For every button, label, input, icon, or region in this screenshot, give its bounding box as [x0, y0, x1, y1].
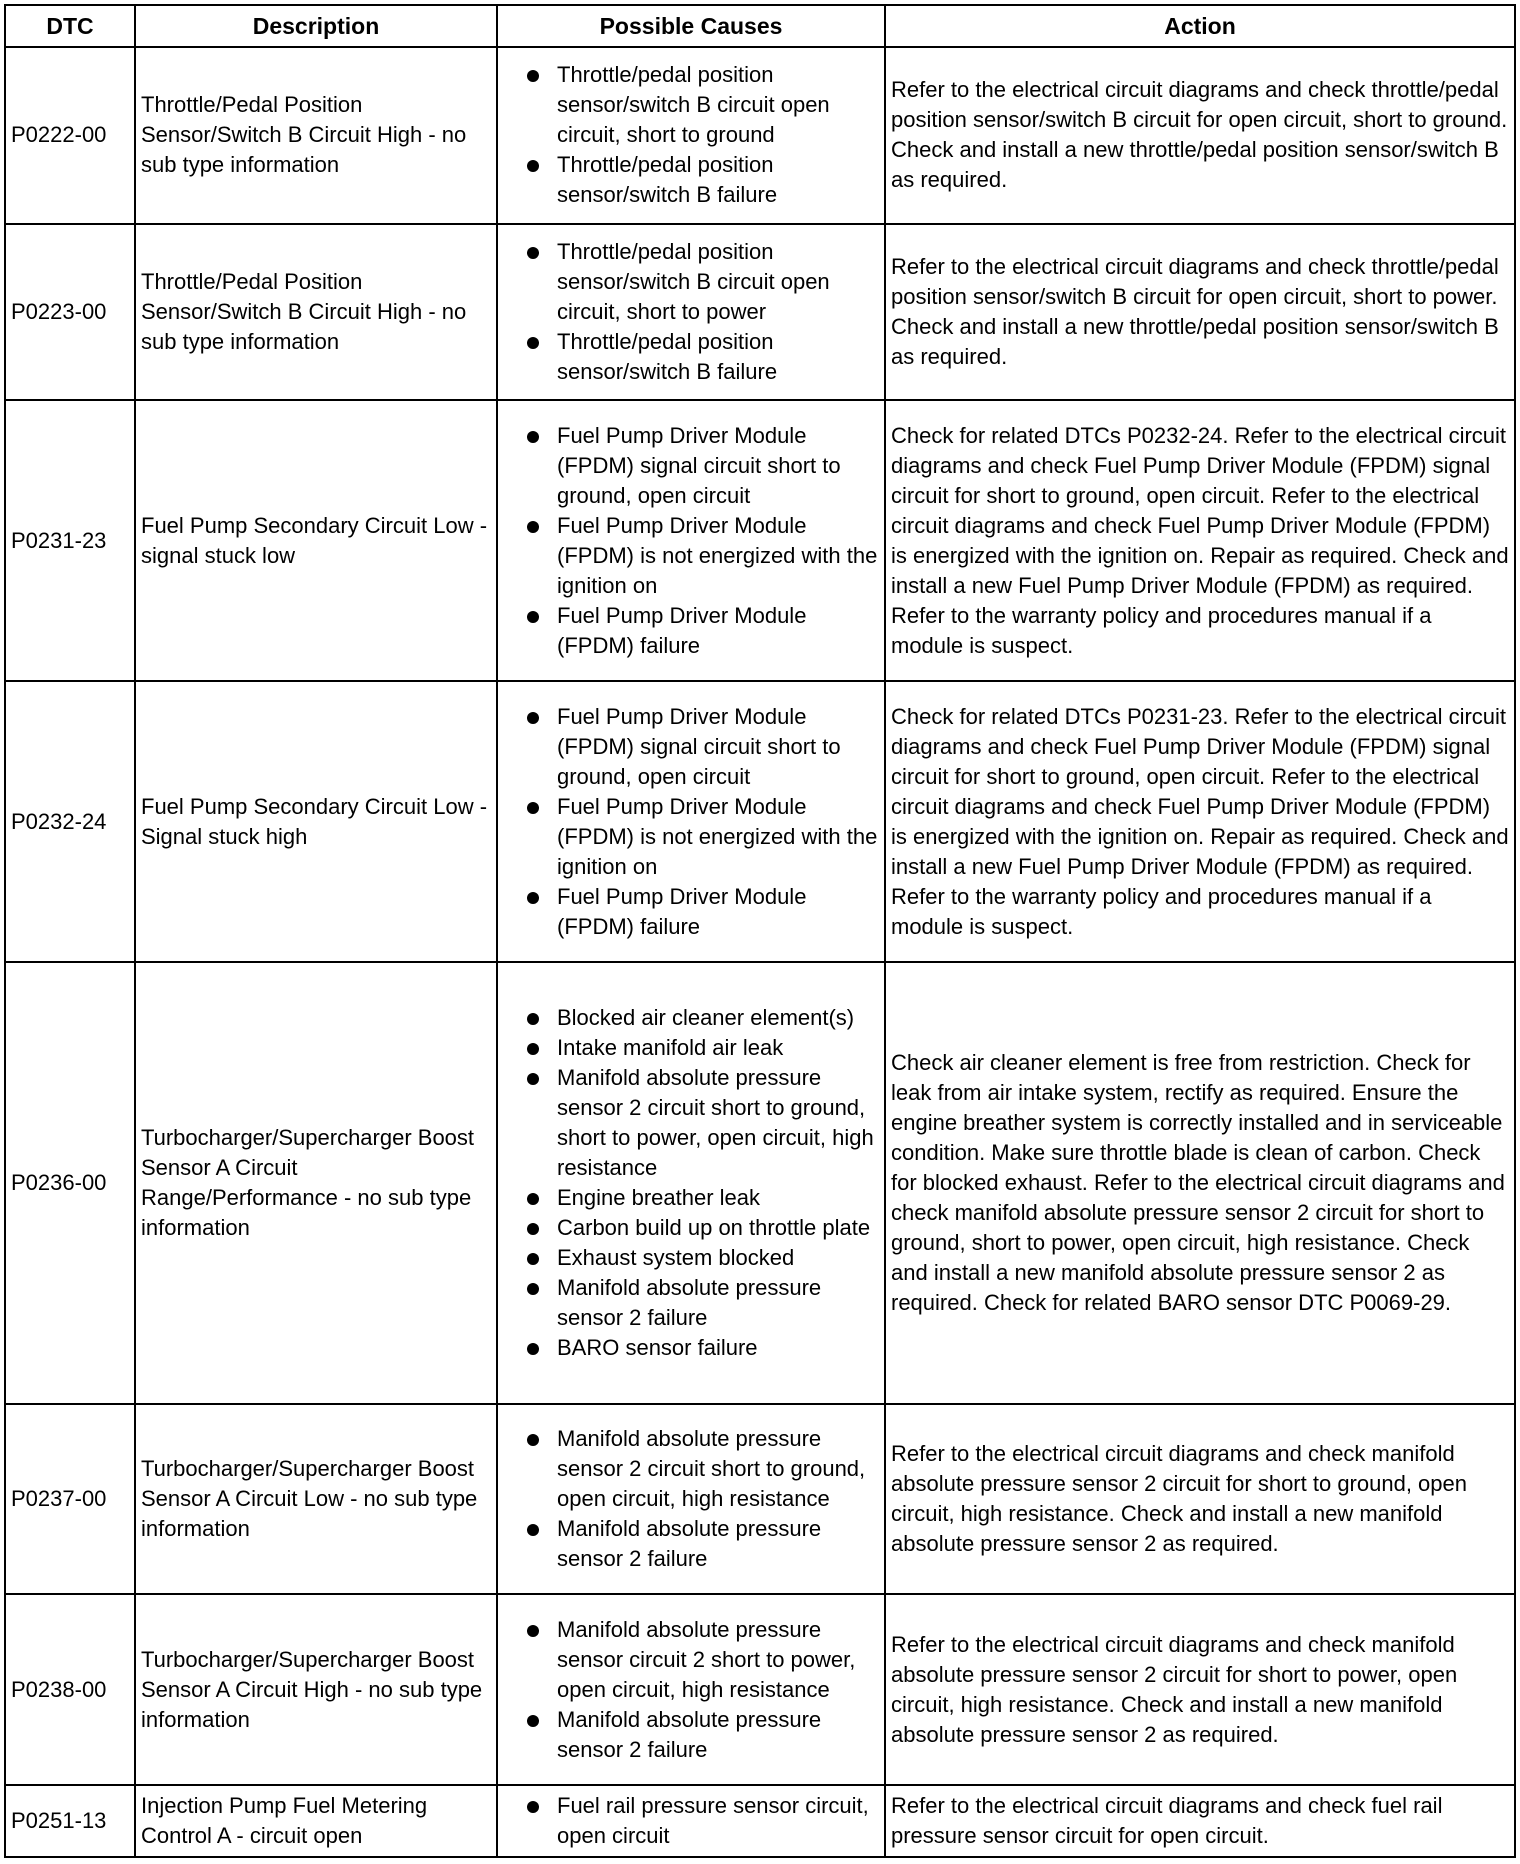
causes-list	[503, 1615, 879, 1765]
causes-list	[503, 1424, 879, 1574]
cause-item: Fuel rail pressure sensor circuit, open circuit	[527, 1791, 879, 1851]
dtc-code: P0238-00	[5, 1594, 135, 1785]
cause-item: Fuel Pump Driver Module (FPDM) is not energized with the ignition on	[527, 792, 879, 882]
cause-item: Intake manifold air leak	[527, 1033, 879, 1063]
dtc-description: Turbocharger/Supercharger Boost Sensor A Circuit Low - no sub type information	[135, 1404, 497, 1595]
dtc-code: P0232-24	[5, 681, 135, 962]
cause-item: Fuel Pump Driver Module (FPDM) failure	[527, 882, 879, 942]
dtc-code: P0251-13	[5, 1785, 135, 1857]
cause-item: BARO sensor failure	[527, 1333, 879, 1363]
dtc-action: Refer to the electrical circuit diagrams and check throttle/pedal position sensor/switch B circuit for open circuit, short to power. Check and install a new throttle/pedal position sensor/switch B as required.	[885, 224, 1515, 401]
possible-causes	[497, 400, 885, 681]
dtc-table	[4, 4, 1516, 1858]
dtc-code: P0222-00	[5, 47, 135, 224]
cause-item: Exhaust system blocked	[527, 1243, 879, 1273]
table-row	[5, 224, 1515, 401]
cause-item: Manifold absolute pressure sensor 2 failure	[527, 1705, 879, 1765]
dtc-action: Check for related DTCs P0231-23. Refer to the electrical circuit diagrams and check Fuel Pump Driver Module (FPDM) signal circuit for short to ground, open circuit. Refer to the electrical circuit diagrams and check Fuel Pump Driver Module (FPDM) is energized with the ignition on. Repair as required. Check and install a new Fuel Pump Driver Module (FPDM) as required. Refer to the warranty policy and procedures manual if a module is suspect.	[885, 681, 1515, 962]
table-row	[5, 1785, 1515, 1857]
dtc-action: Refer to the electrical circuit diagrams and check throttle/pedal position sensor/switch B circuit for open circuit, short to ground. Check and install a new throttle/pedal position sensor/switch B as required.	[885, 47, 1515, 224]
header-row	[5, 5, 1515, 47]
header-dtc: DTC	[5, 5, 135, 47]
table-row	[5, 400, 1515, 681]
cause-item: Blocked air cleaner element(s)	[527, 1003, 879, 1033]
cause-item: Manifold absolute pressure sensor 2 circuit short to ground, open circuit, high resistance	[527, 1424, 879, 1514]
dtc-code: P0236-00	[5, 962, 135, 1403]
cause-item: Throttle/pedal position sensor/switch B circuit open circuit, short to ground	[527, 60, 879, 150]
dtc-description: Turbocharger/Supercharger Boost Sensor A Circuit Range/Performance - no sub type information	[135, 962, 497, 1403]
causes-list	[503, 702, 879, 942]
cause-item: Engine breather leak	[527, 1183, 879, 1213]
dtc-action: Check for related DTCs P0232-24. Refer to the electrical circuit diagrams and check Fuel Pump Driver Module (FPDM) signal circuit for short to ground, open circuit. Refer to the electrical circuit diagrams and check Fuel Pump Driver Module (FPDM) is energized with the ignition on. Repair as required. Check and install a new Fuel Pump Driver Module (FPDM) as required. Refer to the warranty policy and procedures manual if a module is suspect.	[885, 400, 1515, 681]
dtc-description: Turbocharger/Supercharger Boost Sensor A Circuit High - no sub type information	[135, 1594, 497, 1785]
table-row	[5, 1594, 1515, 1785]
header-possible-causes: Possible Causes	[497, 5, 885, 47]
dtc-action: Refer to the electrical circuit diagrams and check manifold absolute pressure sensor 2 circuit for short to power, open circuit, high resistance. Check and install a new manifold absolute pressure sensor 2 as required.	[885, 1594, 1515, 1785]
cause-item: Manifold absolute pressure sensor 2 failure	[527, 1514, 879, 1574]
causes-list	[503, 237, 879, 387]
dtc-action: Check air cleaner element is free from restriction. Check for leak from air intake system, rectify as required. Ensure the engine breather system is correctly installed and in serviceable condition. Make sure throttle blade is clean of carbon. Check for blocked exhaust. Refer to the electrical circuit diagrams and check manifold absolute pressure sensor 2 circuit for short to ground, short to power, open circuit, high resistance. Check and install a new manifold absolute pressure sensor 2 as required. Check for related BARO sensor DTC P0069-29.	[885, 962, 1515, 1403]
dtc-description: Fuel Pump Secondary Circuit Low - signal stuck low	[135, 400, 497, 681]
table-row	[5, 1404, 1515, 1595]
cause-item: Throttle/pedal position sensor/switch B circuit open circuit, short to power	[527, 237, 879, 327]
possible-causes	[497, 1785, 885, 1857]
possible-causes	[497, 224, 885, 401]
header-description: Description	[135, 5, 497, 47]
causes-list	[503, 60, 879, 210]
possible-causes	[497, 47, 885, 224]
dtc-action: Refer to the electrical circuit diagrams and check fuel rail pressure sensor circuit for open circuit.	[885, 1785, 1515, 1857]
causes-list	[503, 1791, 879, 1851]
table-row	[5, 47, 1515, 224]
cause-item: Manifold absolute pressure sensor circuit 2 short to power, open circuit, high resistance	[527, 1615, 879, 1705]
dtc-description: Injection Pump Fuel Metering Control A - circuit open	[135, 1785, 497, 1857]
table-row	[5, 681, 1515, 962]
dtc-description: Throttle/Pedal Position Sensor/Switch B Circuit High - no sub type information	[135, 47, 497, 224]
possible-causes	[497, 1594, 885, 1785]
cause-item: Fuel Pump Driver Module (FPDM) signal circuit short to ground, open circuit	[527, 421, 879, 511]
table-row	[5, 962, 1515, 1403]
cause-item: Fuel Pump Driver Module (FPDM) signal circuit short to ground, open circuit	[527, 702, 879, 792]
cause-item: Carbon build up on throttle plate	[527, 1213, 879, 1243]
header-action: Action	[885, 5, 1515, 47]
dtc-code: P0223-00	[5, 224, 135, 401]
possible-causes	[497, 681, 885, 962]
cause-item: Manifold absolute pressure sensor 2 failure	[527, 1273, 879, 1333]
dtc-description: Fuel Pump Secondary Circuit Low - Signal stuck high	[135, 681, 497, 962]
possible-causes	[497, 1404, 885, 1595]
table-body	[5, 47, 1515, 1857]
possible-causes	[497, 962, 885, 1403]
causes-list	[503, 421, 879, 661]
dtc-description: Throttle/Pedal Position Sensor/Switch B Circuit High - no sub type information	[135, 224, 497, 401]
cause-item: Manifold absolute pressure sensor 2 circuit short to ground, short to power, open circuit, high resistance	[527, 1063, 879, 1183]
dtc-code: P0231-23	[5, 400, 135, 681]
dtc-action: Refer to the electrical circuit diagrams and check manifold absolute pressure sensor 2 circuit for short to ground, open circuit, high resistance. Check and install a new manifold absolute pressure sensor 2 as required.	[885, 1404, 1515, 1595]
cause-item: Throttle/pedal position sensor/switch B failure	[527, 150, 879, 210]
cause-item: Fuel Pump Driver Module (FPDM) failure	[527, 601, 879, 661]
dtc-code: P0237-00	[5, 1404, 135, 1595]
causes-list	[503, 1003, 879, 1363]
cause-item: Throttle/pedal position sensor/switch B failure	[527, 327, 879, 387]
cause-item: Fuel Pump Driver Module (FPDM) is not energized with the ignition on	[527, 511, 879, 601]
